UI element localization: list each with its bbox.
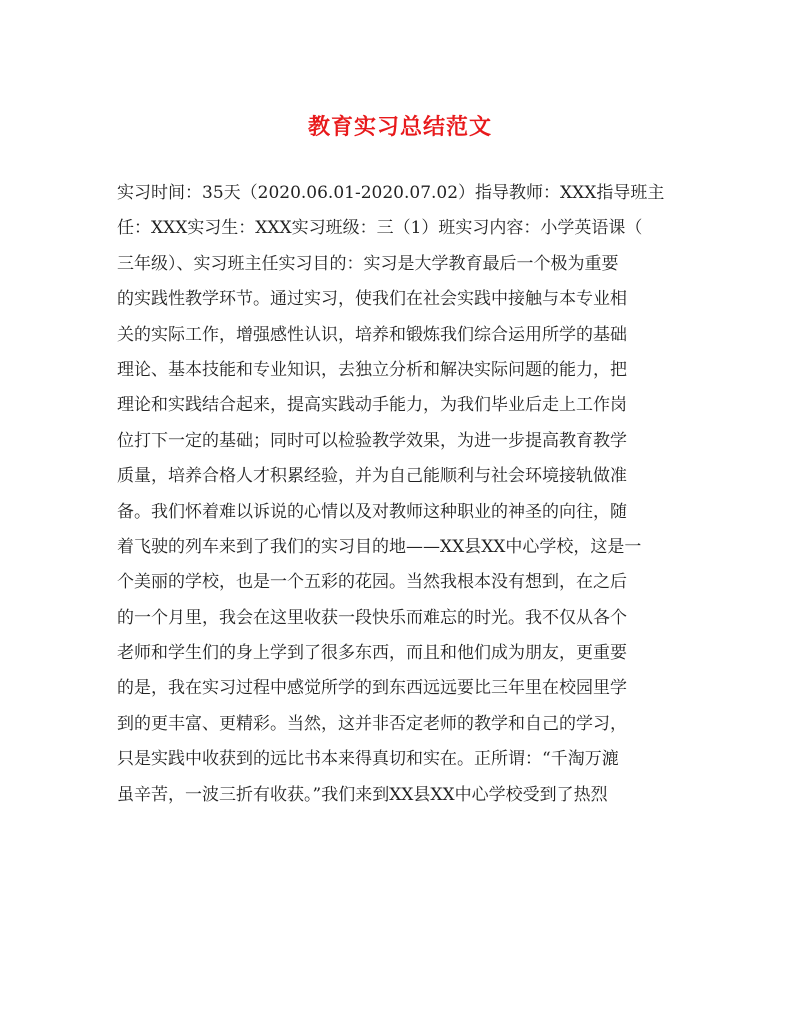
body-line: 理论和实践结合起来，提高实践动手能力，为我们毕业后走上工作岗 [117,395,627,416]
body-line: 实习时间：35天（2020.06.01-2020.07.02）指导教师：XXX指导班主 [117,183,665,203]
body-line: 质量，培养合格人才积累经验，并为自己能顺利与社会环境接轨做准 [117,466,627,487]
document-title: 教育实习总结范文 [307,114,492,140]
body-line: 的实践性教学环节。通过实习，使我们在社会实践中接触与本专业相 [117,289,627,310]
body-line: 的一个月里，我会在这里收获一段快乐而难忘的时光。我不仅从各个 [117,607,627,628]
body-line: 位打下一定的基础；同时可以检验教学效果，为进一步提高教育教学 [117,430,627,451]
document-body [117,176,687,813]
body-line: 理论、基本技能和专业知识，去独立分析和解决实际问题的能力，把 [117,359,627,380]
body-line: 个美丽的学校，也是一个五彩的花园。当然我根本没有想到，在之后 [117,572,627,593]
body-line: 虽辛苦，一波三折有收获。”我们来到XX县XX中心学校受到了热烈 [117,784,608,805]
body-line: 到的更丰富、更精彩。当然，这并非否定老师的教学和自己的学习， [117,713,627,734]
body-line: 着飞驶的列车来到了我们的实习目的地——XX县XX中心学校，这是一 [117,536,642,557]
body-line: 只是实践中收获到的远比书本来得真切和实在。正所谓：“千淘万漉 [117,749,619,770]
body-line: 的是，我在实习过程中感觉所学的到东西远远要比三年里在校园里学 [117,678,627,699]
body-line: 任：XXX实习生：XXX实习班级：三（1）班实习内容：小学英语课（ [117,218,643,239]
body-line: 关的实际工作，增强感性认识，培养和锻炼我们综合运用所学的基础 [117,324,627,345]
body-line: 备。我们怀着难以诉说的心情以及对教师这种职业的神圣的向往，随 [117,501,627,522]
body-line: 三年级）、实习班主任实习目的：实习是大学教育最后一个极为重要 [117,253,619,274]
body-line: 老师和学生们的身上学到了很多东西，而且和他们成为朋友，更重要 [117,643,627,664]
